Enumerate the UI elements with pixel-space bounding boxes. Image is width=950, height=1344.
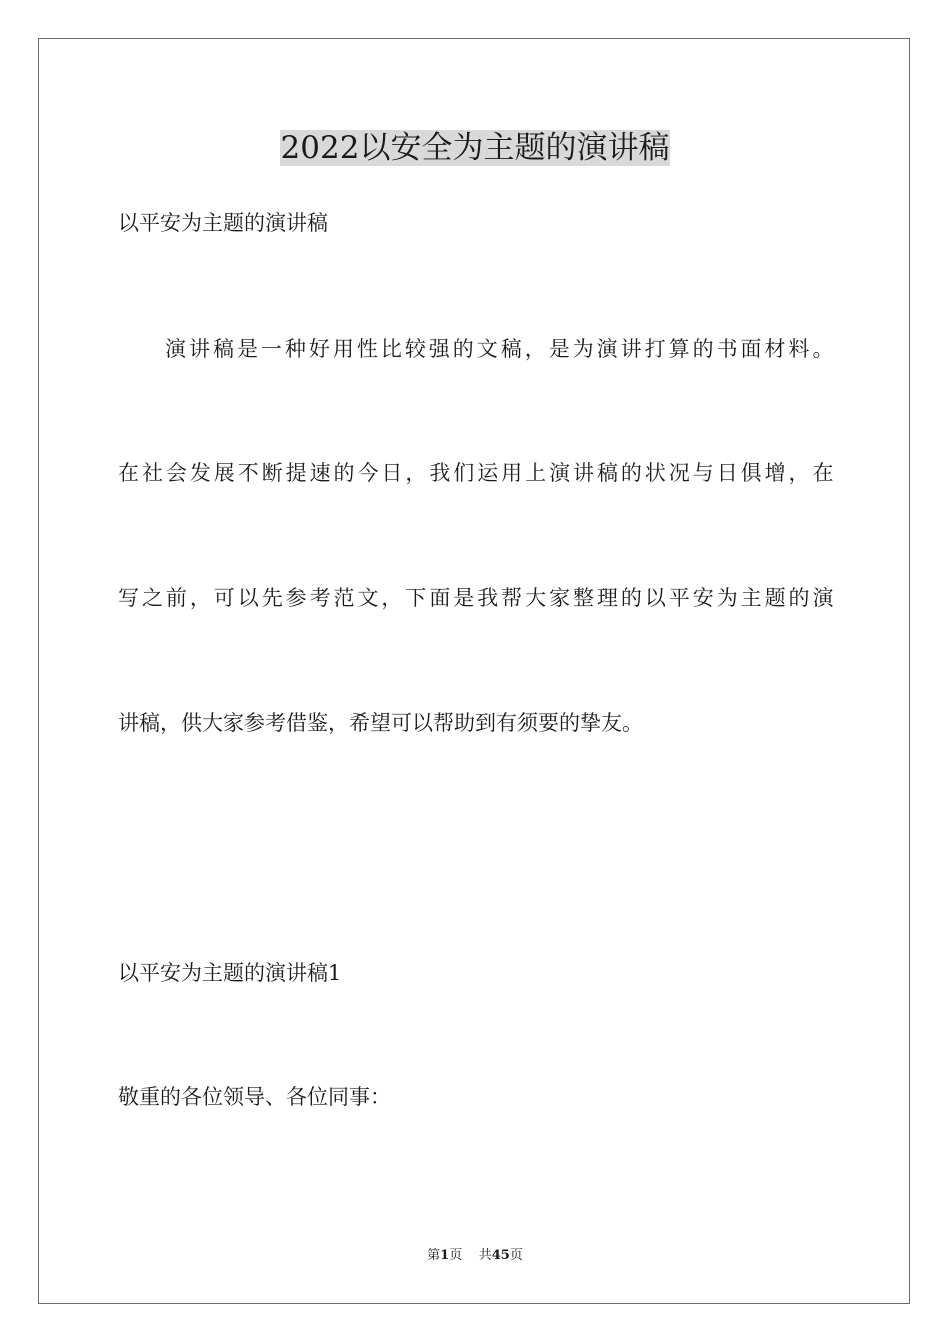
footer-total-pages: 45: [491, 1248, 510, 1263]
intro-line-1: 演讲稿是一种好用性比较强的文稿，是为演讲打算的书面材料。: [165, 337, 834, 361]
footer-total-suffix: 页: [509, 1248, 523, 1263]
document-title-text: 2022以安全为主题的演讲稿: [280, 130, 670, 166]
footer-page-suffix: 页: [449, 1248, 463, 1263]
salutation: 敬重的各位领导、各位同事：: [118, 1085, 391, 1109]
intro-line-3: 写之前，可以先参考范文，下面是我帮大家整理的以平安为主题的演: [118, 586, 834, 610]
document-title: [0, 126, 950, 170]
intro-line-4: 讲稿，供大家参考借鉴，希望可以帮助到有须要的挚友。: [118, 711, 643, 735]
document-subtitle: 以平安为主题的演讲稿: [118, 211, 328, 235]
section-heading: 以平安为主题的演讲稿1: [118, 961, 342, 985]
page-footer: [0, 1246, 950, 1266]
intro-line-2: 在社会发展不断提速的今日，我们运用上演讲稿的状况与日俱增，在: [118, 461, 834, 485]
footer-page-number: 1: [440, 1248, 450, 1263]
footer-total-prefix: 共: [478, 1248, 492, 1263]
footer-page-prefix: 第: [427, 1248, 441, 1263]
